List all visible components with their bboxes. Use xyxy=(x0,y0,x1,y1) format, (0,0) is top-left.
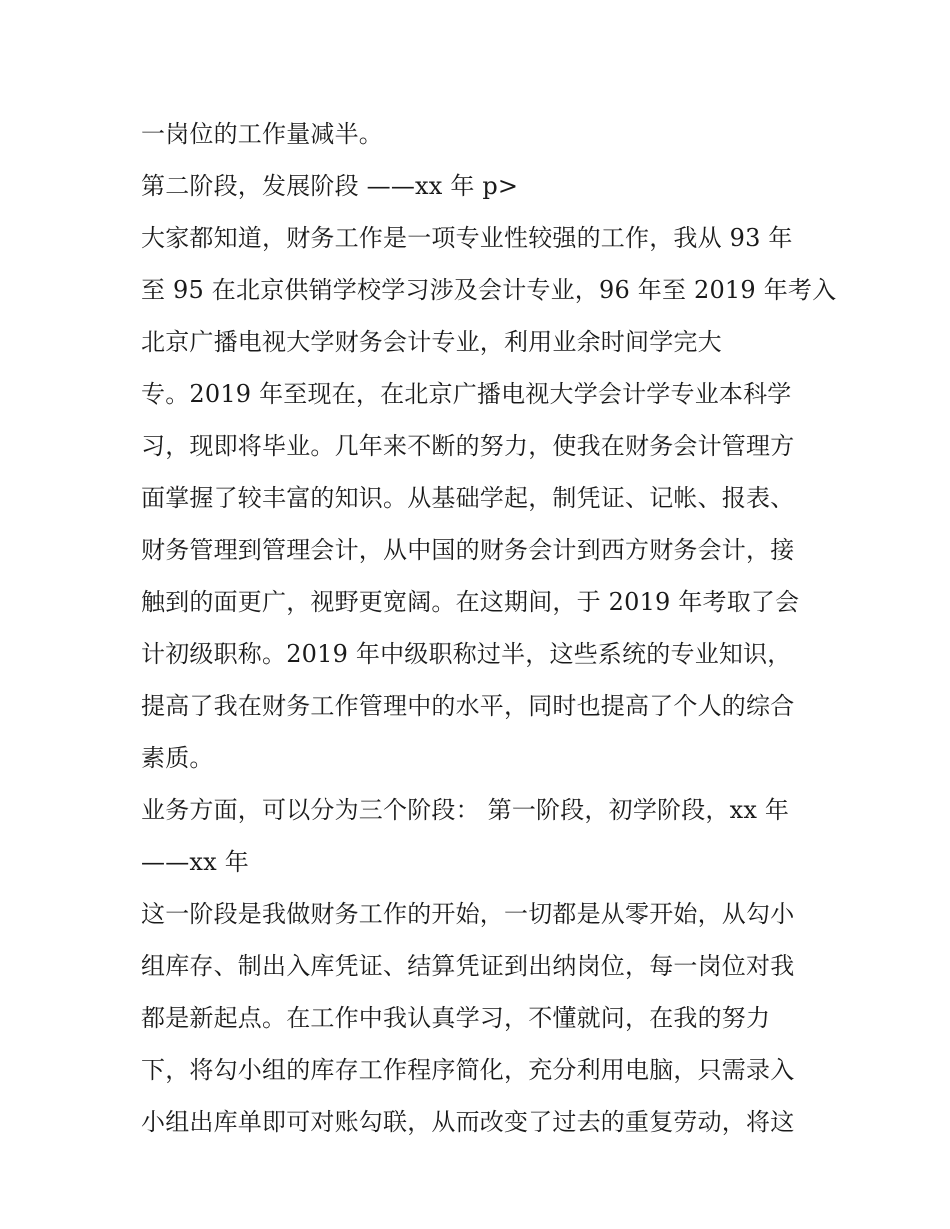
text-line: 素质。 xyxy=(141,744,214,772)
text-line: 大家都知道，财务工作是一项专业性较强的工作，我从 93 年 xyxy=(141,224,793,252)
text-line: 下，将勾小组的库存工作程序简化，充分利用电脑，只需录入 xyxy=(141,1056,795,1084)
text-line: 面掌握了较丰富的知识。从基础学起，制凭证、记帐、报表、 xyxy=(141,484,795,512)
text-line: 习，现即将毕业。几年来不断的努力，使我在财务会计管理方 xyxy=(141,432,795,460)
text-line: 北京广播电视大学财务会计专业，利用业余时间学完大 xyxy=(141,328,722,356)
text-line: 提高了我在财务工作管理中的水平，同时也提高了个人的综合 xyxy=(141,692,795,720)
text-line: 一岗位的工作量减半。 xyxy=(141,120,383,148)
text-line: 财务管理到管理会计，从中国的财务会计到西方财务会计，接 xyxy=(141,536,795,564)
text-line: 业务方面，可以分为三个阶段： 第一阶段，初学阶段，xx 年 xyxy=(141,796,790,824)
text-line: 第二阶段，发展阶段 ——xx 年 p> xyxy=(141,172,519,200)
text-line: 组库存、制出入库凭证、结算凭证到出纳岗位，每一岗位对我 xyxy=(141,952,795,980)
body-text xyxy=(141,108,837,1148)
text-line: ——xx 年 xyxy=(141,848,249,876)
text-line: 都是新起点。在工作中我认真学习，不懂就问，在我的努力 xyxy=(141,1004,771,1032)
text-line: 计初级职称。2019 年中级职称过半，这些系统的专业知识， xyxy=(141,640,792,668)
text-line: 至 95 在北京供销学校学习涉及会计专业，96 年至 2019 年考入 xyxy=(141,276,837,304)
text-line: 专。2019 年至现在，在北京广播电视大学会计学专业本科学 xyxy=(141,380,792,408)
text-line: 小组出库单即可对账勾联，从而改变了过去的重复劳动，将这 xyxy=(141,1108,795,1136)
text-line: 触到的面更广，视野更宽阔。在这期间，于 2019 年考取了会 xyxy=(141,588,800,616)
text-line: 这一阶段是我做财务工作的开始，一切都是从零开始，从勾小 xyxy=(141,900,795,928)
